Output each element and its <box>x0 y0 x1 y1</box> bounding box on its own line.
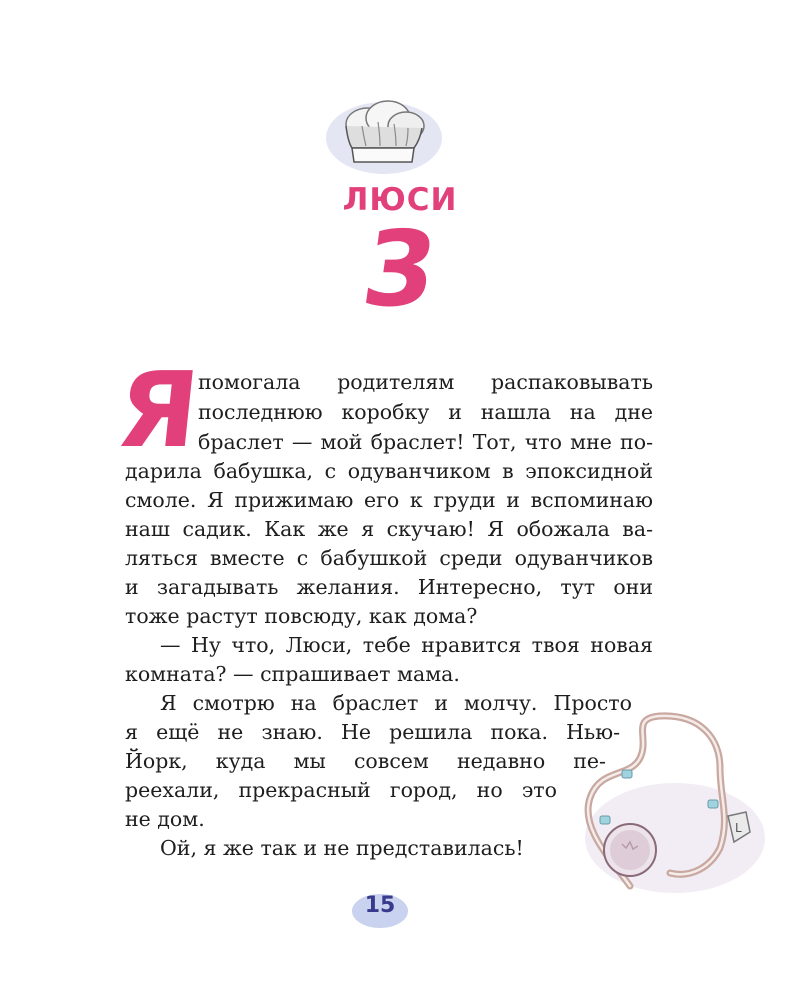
drop-cap: Я <box>111 349 205 471</box>
charm-letter: L <box>735 821 742 835</box>
text-line: помогала родителям распаковывать <box>198 370 653 394</box>
bracelet-illustration <box>570 708 770 898</box>
page-number: 15 <box>364 893 396 918</box>
text-line: не дом. <box>125 807 205 831</box>
text-line: дарила бабушка, с одуванчиком в эпоксидной <box>125 459 653 483</box>
text-line: наш садик. Как же я скучаю! Я обожала ва- <box>125 517 653 541</box>
text-line: ляться вместе с бабушкой среди одуванчиков <box>125 546 653 570</box>
text-line: комната? — спрашивает мама. <box>125 662 460 686</box>
text-line: тоже растут повсюду, как дома? <box>125 604 478 628</box>
text-line: смоле. Я прижимаю его к груди и вспоминаю <box>125 488 653 512</box>
text-line: Я смотрю на браслет и молчу. Просто <box>160 691 632 715</box>
text-line: — Ну что, Люси, тебе нравится твоя новая <box>160 633 653 657</box>
text-line: Йорк, куда мы совсем недавно пе- <box>125 749 606 773</box>
text-line: я ещё не знаю. Не решила пока. Нью- <box>125 720 620 744</box>
text-line: последнюю коробку и нашла на дне <box>198 400 653 424</box>
text-line: Ой, я же так и не представилась! <box>160 836 524 860</box>
text-line: реехали, прекрасный город, но это <box>125 778 557 802</box>
chapter-number: 3 <box>355 208 445 330</box>
chapter-title: ЛЮСИ <box>342 182 458 218</box>
text-line: браслет — мой браслет! Тот, что мне по- <box>198 430 653 454</box>
chef-hat-icon <box>318 86 448 180</box>
text-line: и загадывать желания. Интересно, тут они <box>125 575 653 599</box>
